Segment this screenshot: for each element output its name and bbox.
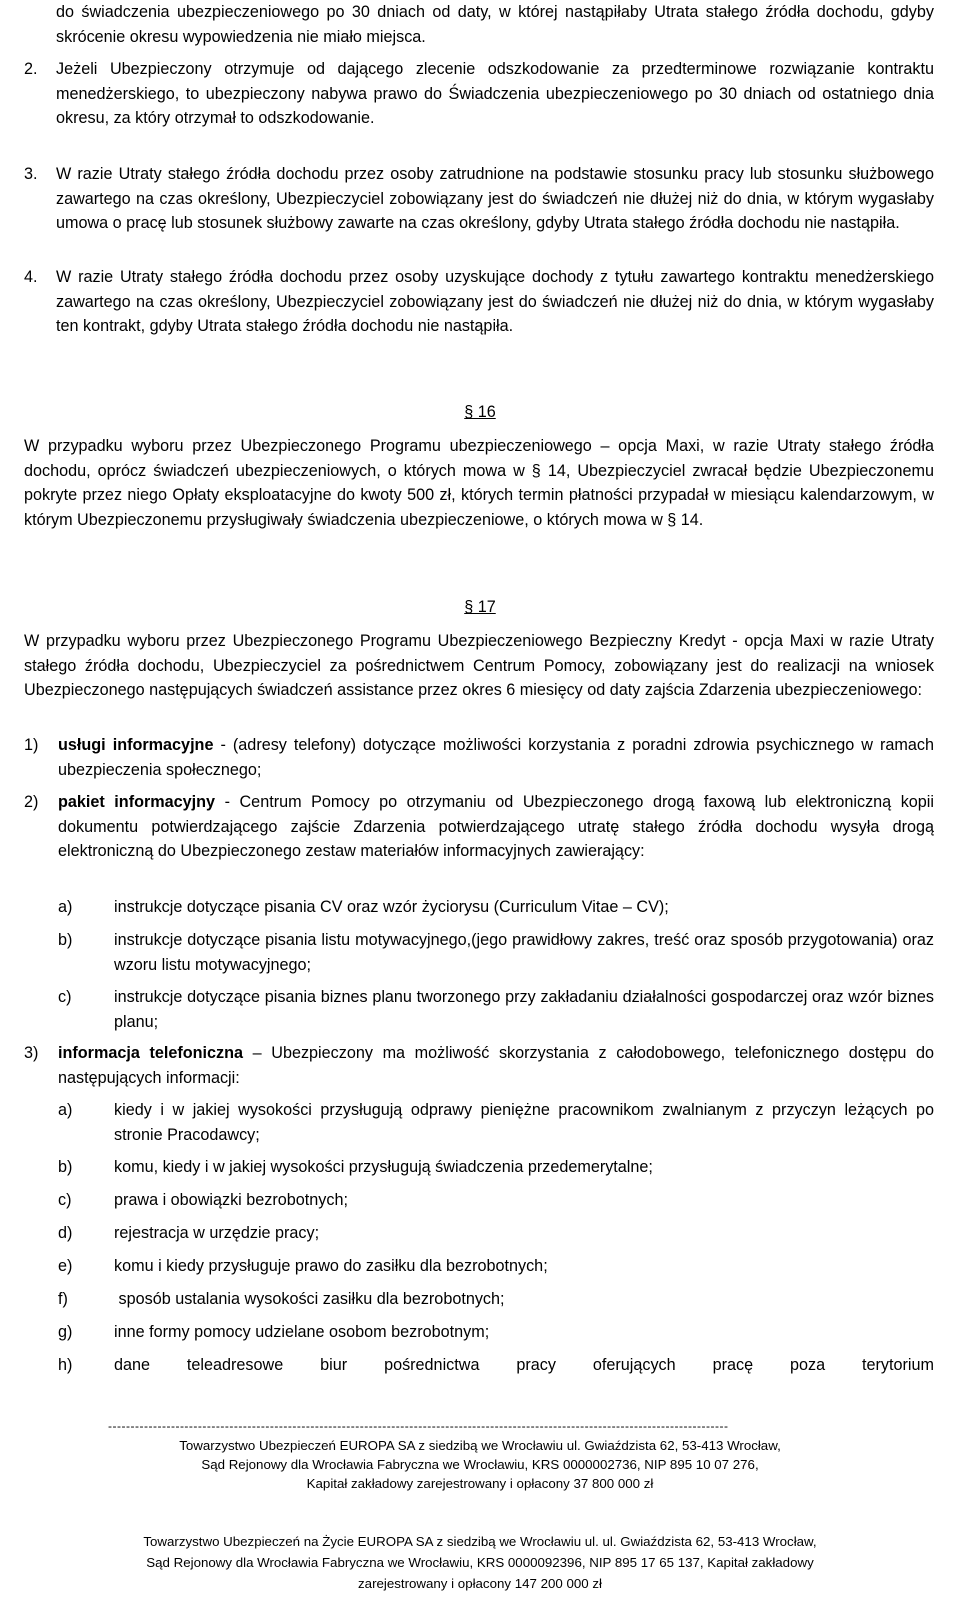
- sublist-letter: f): [58, 1290, 68, 1308]
- section-heading: [0, 595, 960, 619]
- footer-line: Kapitał zakładowy zarejestrowany i opłacony 37 800 000 zł: [306, 1476, 654, 1491]
- list-item-text: - (adresy telefony) dotyczące możliwości korzystania z poradni zdrowia psychicznego w ramach ubezpieczenia społecznego;: [58, 736, 934, 779]
- item-paragraph: W razie Utraty stałego źródła dochodu przez osoby zatrudnione na podstawie stosunku pracy lub stosunku służbowego zawartego na czas określony, Ubezpieczyciel zobowiązany jest do świadczeń nie dłużej niż do dnia, w którym wygasłaby umowa o pracę lub stosunek służbowy zawarte na czas określony, gdyby Utrata stałego źródła dochodu nie nastąpiła.: [56, 165, 934, 232]
- sublist-item: komu i kiedy przysługuje prawo do zasiłku dla bezrobotnych;: [114, 1257, 548, 1275]
- list-item-title: pakiet informacyjny: [58, 793, 216, 811]
- list-item-title: usługi informacyjne: [58, 736, 214, 754]
- sublist-letter: d): [58, 1224, 73, 1242]
- list-item-text: – Ubezpieczony ma możliwość skorzystania z całodobowego, telefonicznego dostępu do następujących informacji:: [58, 1044, 935, 1087]
- sublist-item: instrukcje dotyczące pisania listu motywacyjnego,(jego prawidłowy zakres, treść oraz sposób przygotowania) oraz wzoru listu motywacyjnego;: [114, 931, 934, 974]
- list-item-title: informacja telefoniczna: [58, 1044, 244, 1062]
- section-number: § 17: [464, 598, 496, 616]
- footer-line: Sąd Rejonowy dla Wrocławia Fabryczna we Wrocławiu, KRS 0000092396, NIP 895 17 65 137, Kapitał zakładowy: [146, 1555, 814, 1570]
- sublist-letter: e): [58, 1257, 73, 1275]
- list-number: 3): [24, 1044, 39, 1062]
- footer-line: Sąd Rejonowy dla Wrocławia Fabryczna we Wrocławiu, KRS 0000002736, NIP 895 10 07 276,: [201, 1457, 759, 1472]
- sublist-item: komu, kiedy i w jakiej wysokości przysługują świadczenia przedemerytalne;: [114, 1158, 653, 1176]
- sublist-item: sposób ustalania wysokości zasiłku dla bezrobotnych;: [114, 1290, 505, 1308]
- item-number: 2.: [24, 60, 38, 78]
- list-item: [58, 1041, 934, 1090]
- section-heading: [0, 400, 960, 424]
- sublist-item: kiedy i w jakiej wysokości przysługują odprawy pieniężne pracownikom zwalnianym z przyczyn leżących po stronie Pracodawcy;: [114, 1101, 934, 1144]
- item-number: 4.: [24, 268, 38, 286]
- sublist-letter: b): [58, 931, 73, 949]
- sublist-letter: a): [58, 1101, 73, 1119]
- footer-line: Towarzystwo Ubezpieczeń EUROPA SA z siedzibą we Wrocławiu ul. Gwiaździsta 62, 53-413 Wrocław,: [179, 1438, 781, 1453]
- item-number: 3.: [24, 165, 38, 183]
- sublist-letter: g): [58, 1323, 73, 1341]
- sublist-letter: a): [58, 898, 73, 916]
- sublist-letter: h): [58, 1356, 73, 1374]
- sublist-item: rejestracja w urzędzie pracy;: [114, 1224, 320, 1242]
- list-item-text: - Centrum Pomocy po otrzymaniu od Ubezpieczonego drogą faxową lub elektroniczną kopii dokumentu potwierdzającego zajście Zdarzenia potwierdzającego utratę stałego źródła dochodu wysyła drogą elektroniczną do Ubezpieczonego zestaw materiałów informacyjnych zawierający:: [58, 793, 934, 860]
- sublist-item: prawa i obowiązki bezrobotnych;: [114, 1191, 348, 1209]
- item-paragraph: W razie Utraty stałego źródła dochodu przez osoby uzyskujące dochody z tytułu zawartego kontraktu menedżerskiego zawartego na czas określony, Ubezpieczyciel zobowiązany jest do świadczeń nie dłużej niż do dnia, w którym wygasłaby ten kontrakt, gdyby Utrata stałego źródła dochodu nie nastąpiła.: [56, 268, 934, 335]
- sublist-item: inne formy pomocy udzielane osobom bezrobotnym;: [114, 1323, 490, 1341]
- footer-line: Towarzystwo Ubezpieczeń na Życie EUROPA SA z siedzibą we Wrocławiu ul. ul. Gwiaździsta 62, 53-413 Wrocław,: [143, 1534, 817, 1549]
- sublist-letter: c): [58, 1191, 72, 1209]
- section-17-intro: W przypadku wyboru przez Ubezpieczonego Programu Ubezpieczeniowego Bezpieczny Kredyt - opcja Maxi w razie Utraty stałego źródła dochodu, Ubezpieczyciel za pośrednictwem Centrum Pomocy, zobowiązany jest do realizacji na wniosek Ubezpieczonego następujących świadczeń assistance przez okres 6 miesięcy od daty zajścia Zdarzenia ubezpieczeniowego:: [24, 632, 934, 699]
- sublist-item: instrukcje dotyczące pisania biznes planu tworzonego przy zakładaniu działalności gospodarczej oraz wzór biznes planu;: [114, 988, 934, 1031]
- sublist-item: dane teleadresowe biur pośrednictwa pracy oferujących pracę poza terytorium: [114, 1356, 934, 1374]
- sublist-letter: c): [58, 988, 72, 1006]
- list-item: [58, 790, 934, 864]
- sublist-item: instrukcje dotyczące pisania CV oraz wzór życiorysu (Curriculum Vitae – CV);: [114, 898, 669, 916]
- footer-line: zarejestrowany i opłacony 147 200 000 zł: [358, 1576, 602, 1591]
- continuation-paragraph: do świadczenia ubezpieczeniowego po 30 dniach od daty, w której nastąpiłaby Utrata stałego źródła dochodu, gdyby skrócenie okresu wypowiedzenia nie miało miejsca.: [56, 3, 934, 46]
- section-16-paragraph: W przypadku wyboru przez Ubezpieczonego Programu ubezpieczeniowego – opcja Maxi, w razie Utraty stałego źródła dochodu, oprócz świadczeń ubezpieczeniowych, o których mowa w § 14, Ubezpieczyciel zwracał będzie Ubezpieczonemu pokryte przez niego Opłaty eksploatacyjne do kwoty 500 zł, których termin płatności przypadał w miesiącu kalendarzowym, w którym Ubezpieczonemu przysługiwały świadczenia ubezpieczeniowe, o których mowa w § 14.: [24, 437, 934, 529]
- footer-divider: ------------------------------------------------------------------------------------------------------------------------------------------: [108, 1419, 729, 1433]
- list-number: 2): [24, 793, 39, 811]
- list-number: 1): [24, 736, 39, 754]
- item-paragraph: Jeżeli Ubezpieczony otrzymuje od dającego zlecenie odszkodowanie za przedterminowe rozwiązanie kontraktu menedżerskiego, to ubezpieczony nabywa prawo do Świadczenia ubezpieczeniowego po 30 dniach od ostatniego dnia okresu, za który otrzymał to odszkodowanie.: [56, 60, 934, 127]
- list-item: [58, 733, 934, 782]
- sublist-letter: b): [58, 1158, 73, 1176]
- section-number: § 16: [464, 403, 496, 421]
